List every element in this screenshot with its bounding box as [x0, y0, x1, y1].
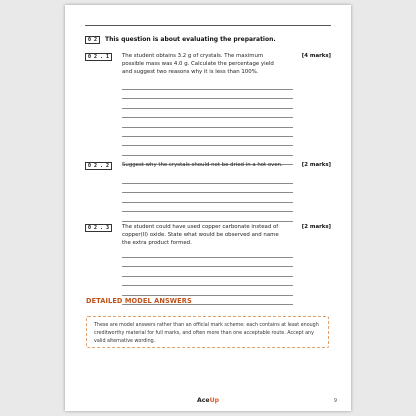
question-title: This question is about evaluating the preparation.	[105, 36, 276, 43]
answer-line	[122, 276, 293, 277]
question-number-digits: 0 2	[85, 36, 100, 44]
answer-line	[122, 202, 293, 203]
part-2-answer-lines	[122, 183, 293, 222]
part-1-label: 0 2 . 1	[85, 53, 112, 61]
model-answers-note: These are model answers rather than an official mark scheme: each contains at least enough creditworthy material for full marks, and often more than one acceptable route. Accept any valid alternative wording.	[86, 316, 329, 348]
answer-line	[122, 98, 293, 99]
part-1-answer-lines	[122, 89, 293, 165]
answer-line	[122, 155, 293, 156]
model-answers-heading: DETAILED MODEL ANSWERS	[86, 297, 192, 305]
answer-line	[122, 211, 293, 212]
part-1-number-box	[85, 53, 112, 61]
answer-line	[122, 295, 293, 296]
part-3-number-box	[85, 224, 112, 232]
answer-line	[122, 108, 293, 109]
part-2-label: 0 2 . 2	[85, 162, 112, 170]
question-number-box	[85, 36, 100, 44]
answer-line	[122, 117, 293, 118]
part-3-text: The student could have used copper carbonate instead of copper(II) oxide. State what would be observed and name the extra product formed.	[122, 224, 279, 246]
answer-line	[122, 221, 293, 222]
part-1-text: The student obtains 3.2 g of crystals. The maximum possible mass was 4.0 g. Calculate the percentage yield and suggest two reasons why it is less than 100%.	[122, 53, 274, 75]
answer-line	[122, 183, 293, 184]
answer-line	[122, 89, 293, 90]
answer-line	[122, 266, 293, 267]
page-number: 9	[333, 398, 337, 404]
answer-line	[122, 127, 293, 128]
part-2-number-box	[85, 162, 112, 170]
answer-line	[122, 192, 293, 193]
part-2-text: Suggest why the crystals should not be dried in a hot oven.	[122, 162, 283, 168]
answer-line	[122, 145, 293, 146]
part-2-marks: [2 marks]	[301, 162, 331, 168]
brand-logo-ace: Ace	[196, 397, 210, 404]
brand-logo-up: Up	[209, 397, 220, 404]
worksheet-page	[65, 5, 351, 411]
part-3-label: 0 2 . 3	[85, 224, 112, 232]
brand-logo	[65, 397, 351, 404]
part-3-marks: [2 marks]	[301, 224, 331, 230]
part-1-marks: [4 marks]	[301, 53, 331, 59]
answer-line	[122, 285, 293, 286]
answer-line	[122, 257, 293, 258]
top-divider	[85, 25, 331, 26]
answer-line	[122, 136, 293, 137]
